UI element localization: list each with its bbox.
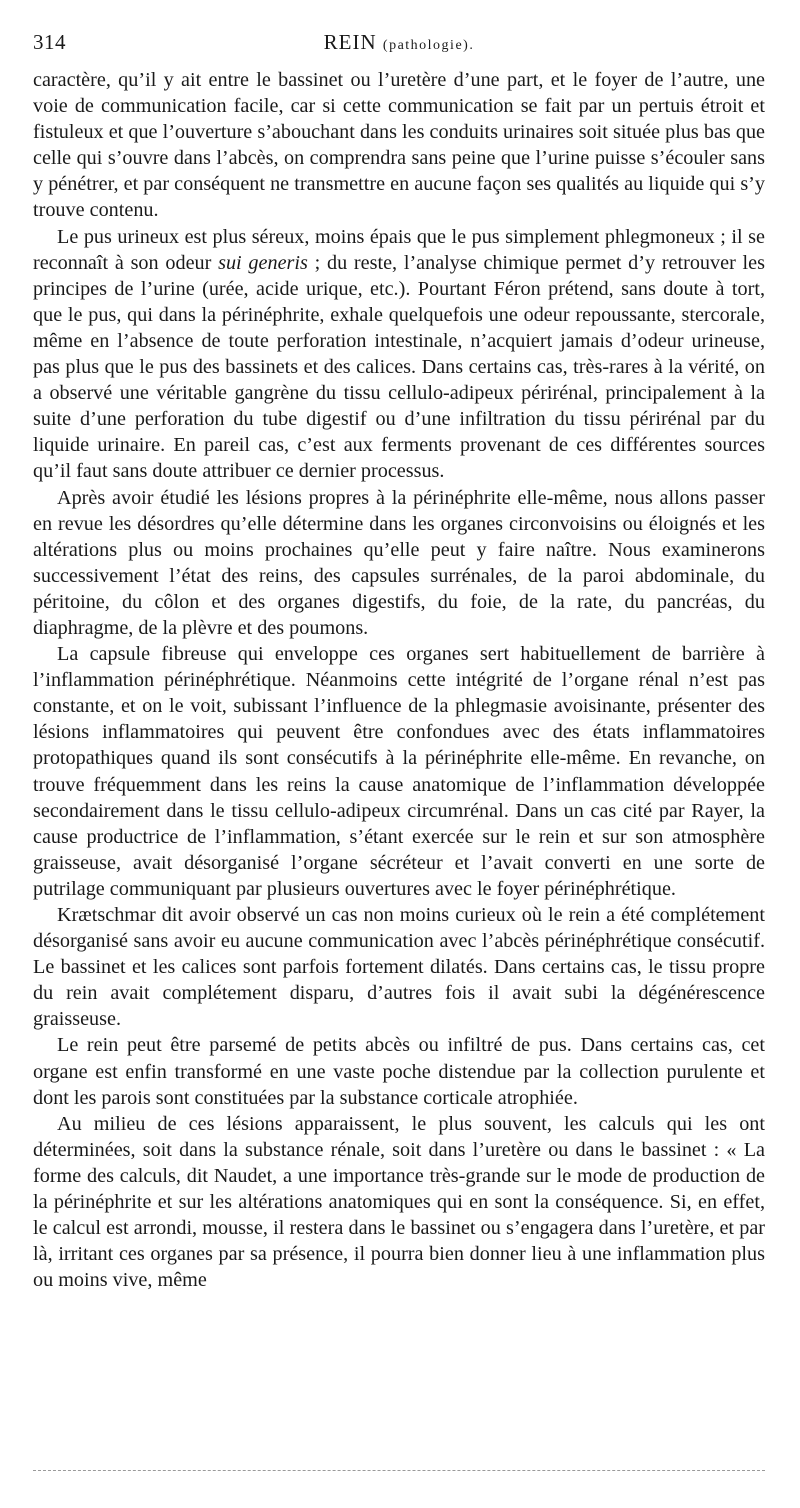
footer-rule: [33, 1470, 765, 1471]
latin-phrase: sui generis: [218, 251, 308, 274]
running-title-main: REIN: [323, 30, 377, 54]
paragraph: Krætschmar dit avoir observé un cas non moins curieux où le rein a été complétement désorganisé sans avoir eu aucune communication avec l’abcès périnéphrétique consécutif. Le bassinet et les calices sont parfois fortement dilatés. Dans certains cas, le tissu propre du rein avait complétement disparu, d’autres fois il avait subi la dégénérescence graisseuse.: [33, 904, 765, 1031]
paragraph: La capsule fibreuse qui enveloppe ces organes sert habituellement de barrière à l’inflammation périnéphrétique. Néanmoins cette intégrité de l’organe rénal n’est pas constante, et on le voit, subissant l’influence de la phlegmasie avoisinante, présenter des lésions inflammatoires qui peuvent être confondues avec des états inflammatoires protopathiques quand ils sont consécutifs à la périnéphrite elle-même. En revanche, on trouve fréquemment dans les reins la cause anatomique de l’inflammation développée secondairement dans le tissu cellulo-adipeux circumrénal. Dans un cas cité par Rayer, la cause productrice de l’inflammation, s’étant exercée sur le rein et sur son atmosphère graisseuse, avait désorganisé l’organe sécréteur et l’avait converti en une sorte de putrilage communiquant par plusieurs ouvertures avec le foyer périnéphrétique.: [33, 643, 765, 900]
body-text: [33, 67, 765, 1293]
paragraph: Le pus urineux est plus séreux, moins épais que le pus simplement phlegmoneux ; il se reconnaît à son odeur sui generis ; du reste, l’analyse chimique permet d’y retrouver les principes de l’urine (urée, acide urique, etc.). Pourtant Féron prétend, sans doute à tort, que le pus, qui dans la périnéphrite, exhale quelquefois une odeur repoussante, stercorale, même en l’absence de toute perforation intestinale, n’acquiert jamais d’odeur urineuse, pas plus que le pus des bassinets et des calices. Dans certains cas, très-rares à la vérité, on a observé une véritable gangrène du tissu cellulo-adipeux périrénal, principalement à la suite d’une perforation du tube digestif ou d’une infiltration du tissu périrénal par du liquide urinaire. En pareil cas, c’est aux ferments provenant de ces différentes sources qu’il faut sans doute attribuer ce dernier processus.: [33, 225, 765, 483]
page-number: 314: [33, 30, 66, 54]
paragraph: Au milieu de ces lésions apparaissent, le plus souvent, les calculs qui les ont déterminées, soit dans la substance rénale, soit dans l’uretère ou dans le bassinet : « La forme des calculs, dit Naudet, a une importance très-grande sur le mode de production de la périnéphrite et sur les altérations anatomiques qui en sont la conséquence. Si, en effet, le calcul est arrondi, mousse, il restera dans le bassinet ou s’engagera dans l’uretère, et par là, irritant ces organes par sa présence, il pourra bien donner lieu à une inflammation plus ou moins vive, même: [33, 1112, 765, 1292]
running-title: [33, 30, 765, 55]
paragraph: Après avoir étudié les lésions propres à la périnéphrite elle-même, nous allons passer en revue les désordres qu’elle détermine dans les organes circonvoisins ou éloignés et les altérations plus ou moins prochaines qu’elle peut y faire naître. Nous examinerons successivement l’état des reins, des capsules surrénales, de la paroi abdominale, du péritoine, du côlon et des organes digestifs, du foie, de la rate, du pancréas, du diaphragme, de la plèvre et des poumons.: [33, 486, 765, 639]
paragraph: Le rein peut être parsemé de petits abcès ou infiltré de pus. Dans certains cas, cet organe est enfin transformé en une vaste poche distendue par la collection purulente et dont les parois sont constituées par la substance corticale atrophiée.: [33, 1034, 765, 1109]
page-header: [33, 30, 765, 60]
paragraph-continued: caractère, qu’il y ait entre le bassinet ou l’uretère d’une part, et le foyer de l’autre, une voie de communication facile, car si cette communication se fait par un pertuis étroit et fistuleux et que l’ouverture s’abouchant dans les conduits urinaires soit située plus bas que celle qui s’ouvre dans l’abcès, on comprendra sans peine que l’urine puisse s’écouler sans y pénétrer, et par conséquent ne transmettre en aucune façon ses qualités au liquide qui s’y trouve contenu.: [33, 69, 765, 222]
running-title-sub: (pathologie).: [382, 38, 475, 53]
